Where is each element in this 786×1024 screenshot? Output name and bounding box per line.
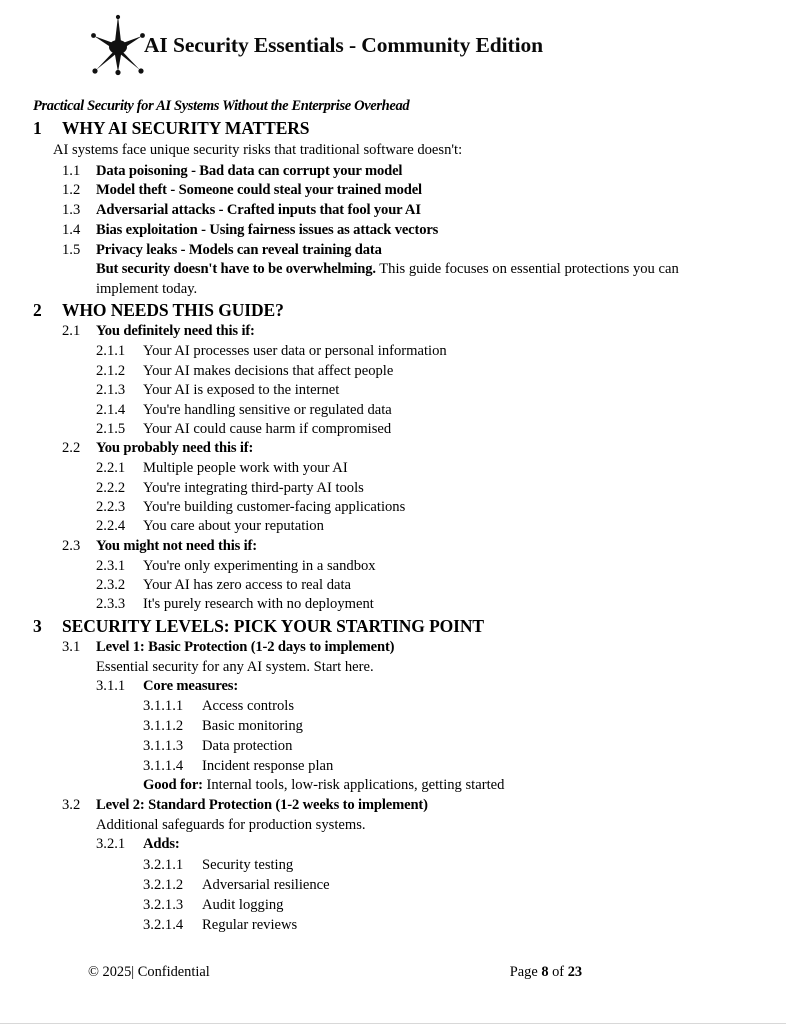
item-text: You're handling sensitive or regulated data [143, 401, 392, 418]
closing-bold-lead: But security doesn't have to be overwhelming. [96, 261, 376, 278]
list-item [96, 420, 753, 439]
sub-group-heading [96, 835, 753, 854]
item-number: 3.1.1 [96, 678, 126, 695]
item-text: Your AI is exposed to the internet [143, 382, 340, 399]
item-text: You're only experimenting in a sandbox [143, 557, 376, 574]
list-item [143, 875, 753, 895]
footer-page-indicator [510, 964, 582, 981]
level-description: Additional safeguards for production systems. [96, 816, 366, 833]
list-item [143, 756, 753, 776]
document-title: AI Security Essentials - Community Edition [144, 33, 543, 58]
item-number: 1.3 [62, 202, 81, 219]
item-text: Adds: [143, 836, 180, 853]
item-number: 3.1.1.3 [143, 738, 184, 755]
section-title: SECURITY LEVELS: PICK YOUR STARTING POINT [62, 615, 485, 636]
item-number: 3.2.1 [96, 836, 126, 853]
page-prefix: Page [509, 964, 542, 980]
item-text: You probably need this if: [96, 440, 254, 457]
list-item [96, 342, 753, 361]
item-number: 2.2.3 [96, 498, 126, 515]
section-number: 3 [33, 615, 42, 636]
item-number: 3.2.1.4 [143, 916, 184, 933]
item-number: 2.1.2 [96, 362, 126, 379]
item-number: 1.2 [62, 182, 81, 199]
list-item [96, 401, 753, 420]
level-1-good-for [143, 776, 703, 796]
group-heading [62, 537, 753, 557]
footer-copyright: © 2025| Confidential [88, 964, 210, 980]
item-text: Your AI could cause harm if compromised [143, 420, 392, 437]
item-number: 3.1.1.4 [143, 758, 184, 775]
item-number: 3.1.1.1 [143, 698, 184, 715]
document-body [0, 117, 786, 935]
item-number: 2.1.1 [96, 343, 126, 360]
item-text: Your AI has zero access to real data [143, 576, 352, 593]
list-item [96, 557, 753, 576]
item-number: 3.2.1.2 [143, 876, 184, 893]
item-text: Multiple people work with your AI [143, 460, 348, 477]
item-text: It's purely research with no deployment [143, 596, 374, 613]
sub-group-heading [96, 677, 753, 696]
list-item [143, 736, 753, 756]
section-title: WHY AI SECURITY MATTERS [62, 118, 310, 138]
list-item [96, 459, 753, 478]
item-text: Data poisoning - Bad data can corrupt your model [96, 162, 403, 179]
item-text: Adversarial resilience [202, 876, 330, 893]
section-number: 1 [33, 118, 42, 138]
item-text: Your AI makes decisions that affect people [143, 362, 394, 379]
list-item [96, 595, 753, 614]
item-number: 3.1.1.2 [143, 718, 184, 735]
item-text: Security testing [202, 856, 294, 873]
page-middle: of [548, 964, 568, 980]
item-number: 1.4 [62, 221, 81, 238]
document-subtitle: Practical Security for AI Systems Without the Enterprise Overhead [33, 98, 410, 114]
item-number: 3.2.1.3 [143, 896, 184, 913]
item-number: 3.2 [62, 796, 81, 813]
section-1-closing-paragraph [96, 260, 696, 299]
list-item [96, 498, 753, 517]
item-text: Your AI processes user data or personal information [143, 343, 447, 360]
list-item [143, 915, 753, 935]
item-number: 3.1 [62, 638, 81, 655]
item-text: Model theft - Someone could steal your trained model [96, 182, 422, 199]
item-text: Data protection [202, 738, 293, 755]
list-item [62, 162, 753, 182]
closing-rest: This guide focuses on essential protections you can implement today. [96, 261, 679, 297]
good-for-value: Internal tools, low-risk applications, getting started [202, 777, 505, 794]
list-item [96, 381, 753, 400]
item-number: 2.1 [62, 323, 81, 340]
item-text: You're building customer-facing applications [143, 498, 406, 515]
list-item [62, 181, 753, 201]
item-number: 2.2.2 [96, 479, 126, 496]
item-text: Audit logging [202, 896, 284, 913]
item-text: You might not need this if: [96, 537, 257, 554]
item-text: You definitely need this if: [96, 323, 255, 340]
list-item [96, 479, 753, 498]
item-number: 2.2.1 [96, 460, 126, 477]
list-item [62, 221, 753, 241]
page-total: 23 [567, 964, 583, 980]
item-text: Level 2: Standard Protection (1-2 weeks to implement) [96, 796, 428, 813]
item-number: 2.3 [62, 537, 81, 554]
item-number: 1.1 [62, 162, 81, 179]
list-item [143, 696, 753, 716]
section-number: 2 [33, 300, 42, 321]
item-text: Bias exploitation - Using fairness issues as attack vectors [96, 221, 439, 238]
section-heading-1 [33, 118, 753, 139]
document-footer [0, 964, 786, 981]
section-heading-3 [33, 616, 753, 637]
list-item [62, 201, 753, 221]
item-number: 2.1.3 [96, 382, 126, 399]
section-heading-2 [33, 300, 753, 321]
item-text: Incident response plan [202, 758, 334, 775]
document-header [0, 14, 786, 78]
good-for-label: Good for: [143, 777, 203, 794]
list-item [62, 241, 753, 261]
list-item [143, 895, 753, 915]
item-number: 2.3.1 [96, 557, 126, 574]
item-number: 2.2 [62, 440, 81, 457]
item-text: Regular reviews [202, 916, 298, 933]
item-number: 2.1.5 [96, 420, 126, 437]
item-text: Adversarial attacks - Crafted inputs that fool your AI [96, 202, 421, 219]
item-text: Level 1: Basic Protection (1-2 days to implement) [96, 638, 395, 655]
item-text: Core measures: [143, 678, 239, 695]
item-text: You care about your reputation [143, 518, 324, 535]
list-item [96, 517, 753, 536]
level-description: Essential security for any AI system. Start here. [96, 658, 374, 675]
group-heading [62, 439, 753, 459]
item-text: Access controls [202, 698, 294, 715]
list-item [143, 855, 753, 875]
item-number: 1.5 [62, 241, 81, 258]
section-1-intro: AI systems face unique security risks that traditional software doesn't: [53, 142, 463, 158]
item-number: 2.1.4 [96, 401, 126, 418]
page-number: 8 [541, 964, 549, 980]
item-number: 2.2.4 [96, 518, 126, 535]
item-text: You're integrating third-party AI tools [143, 479, 364, 496]
six-pointed-sparkle-star-icon [88, 14, 148, 78]
item-text: Privacy leaks - Models can reveal training data [96, 241, 382, 258]
list-item [143, 716, 753, 736]
item-number: 2.3.2 [96, 576, 126, 593]
list-item [96, 576, 753, 595]
level-heading [62, 796, 753, 816]
section-title: WHO NEEDS THIS GUIDE? [62, 300, 284, 321]
item-number: 2.3.3 [96, 596, 126, 613]
level-heading [62, 638, 753, 658]
list-item [96, 362, 753, 381]
item-text: Basic monitoring [202, 718, 303, 735]
item-number: 3.2.1.1 [143, 856, 184, 873]
group-heading [62, 322, 753, 342]
